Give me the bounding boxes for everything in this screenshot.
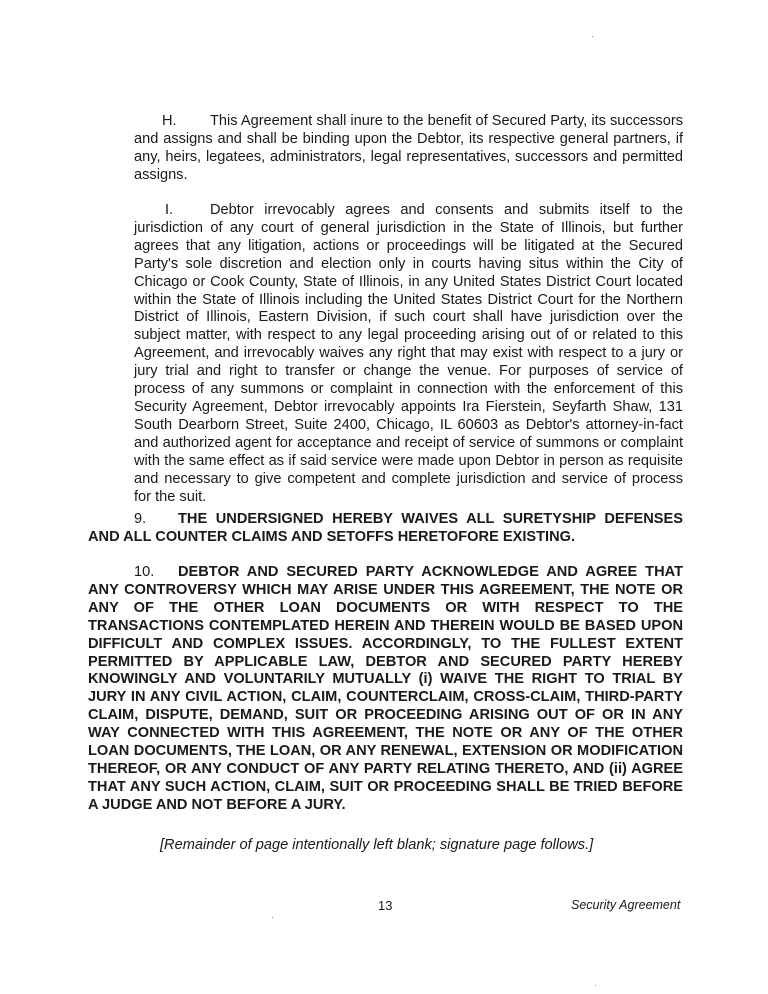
section-10-text: DEBTOR AND SECURED PARTY ACKNOWLEDGE AND AGREE THAT ANY CONTROVERSY WHICH MAY ARISE UNDER THIS AGREEMENT, THE NOTE OR ANY OF THE OTHER LOAN DOCUMENTS OR WITH RESPECT TO THE TRANSACTIONS CONTEMPLATED HEREIN AND THEREIN WOULD BE BASED UPON DIFFICULT AND COMPLEX ISSUES. ACCORDINGLY, TO THE FULLEST EXTENT PERMITTED BY APPLICABLE LAW, DEBTOR AND SECURED PARTY HEREBY KNOWINGLY AND VOLUNTARILY MUTUALLY (i) WAIVE THE RIGHT TO TRIAL BY JURY IN ANY CIVIL ACTION, CLAIM, COUNTERCLAIM, CROSS-CLAIM, THIRD-PARTY CLAIM, DISPUTE, DEMAND, SUIT OR PROCEEDING ARISING OUT OF OR IN ANY WAY CONNECTED WITH THIS AGREEMENT, THE NOTE OR ANY OF THE OTHER LOAN DOCUMENTS, THE LOAN, OR ANY RENEWAL, EXTENSION OR MODIFICATION THEREOF, OR ANY CONDUCT OF ANY PARTY RELATING THERETO, AND (ii) AGREE THAT ANY SUCH ACTION, CLAIM, SUIT OR PROCEEDING SHALL BE TRIED BEFORE A JUDGE AND NOT BEFORE A JURY.	[88, 564, 683, 813]
section-9-text: THE UNDERSIGNED HEREBY WAIVES ALL SURETYSHIP DEFENSES AND ALL COUNTER CLAIMS AND SETOFFS HERETOFORE EXISTING.	[88, 511, 683, 545]
section-i-paragraph	[134, 202, 683, 506]
section-i-text: Debtor irrevocably agrees and consents and submits itself to the jurisdiction of any court of general jurisdiction in the State of Illinois, but further agrees that any litigation, actions or proceedings will be litigated at the Secured Party's sole discretion and election only in courts having situs within the City of Chicago or Cook County, State of Illinois, in any United States District Court located within the State of Illinois including the United States District Court for the Northern District of Illinois, Eastern Division, if such court shall have jurisdiction over the subject matter, with respect to any legal proceeding arising out of or related to this Agreement, and irrevocably waives any right that may exist with respect to a jury or jury trial and right to transfer or change the venue. For purposes of service of process of any summons or complaint in connection with the enforcement of this Security Agreement, Debtor irrevocably appoints Ira Fierstein, Seyfarth Shaw, 131 South Dearborn Street, Suite 2400, Chicago, IL 60603 as Debtor's attorney-in-fact and authorized agent for acceptance and receipt of service of summons or complaint with the same effect as if said service were made upon Debtor in person as requisite and necessary to give competent and complete jurisdiction and service of process for the suit.	[134, 202, 683, 505]
section-i-marker: I.	[165, 202, 174, 218]
section-9-marker: 9.	[134, 511, 147, 527]
section-10-paragraph	[88, 564, 683, 815]
section-9-paragraph	[88, 511, 683, 547]
scan-speck	[272, 917, 273, 918]
section-10-marker: 10.	[134, 564, 155, 580]
section-h-text: This Agreement shall inure to the benefit of Secured Party, its successors and assigns and shall be binding upon the Debtor, its respective general partners, if any, heirs, legatees, administrators, legal representatives, successors and permitted assigns.	[134, 113, 683, 183]
page-number: 13	[378, 898, 393, 913]
scan-speck	[595, 985, 596, 986]
footer-document-title: Security Agreement	[571, 898, 681, 912]
section-h-paragraph	[134, 113, 683, 185]
scan-speck	[592, 36, 593, 37]
remainder-note: [Remainder of page intentionally left blank; signature page follows.]	[160, 837, 594, 853]
section-h-marker: H.	[162, 113, 177, 129]
